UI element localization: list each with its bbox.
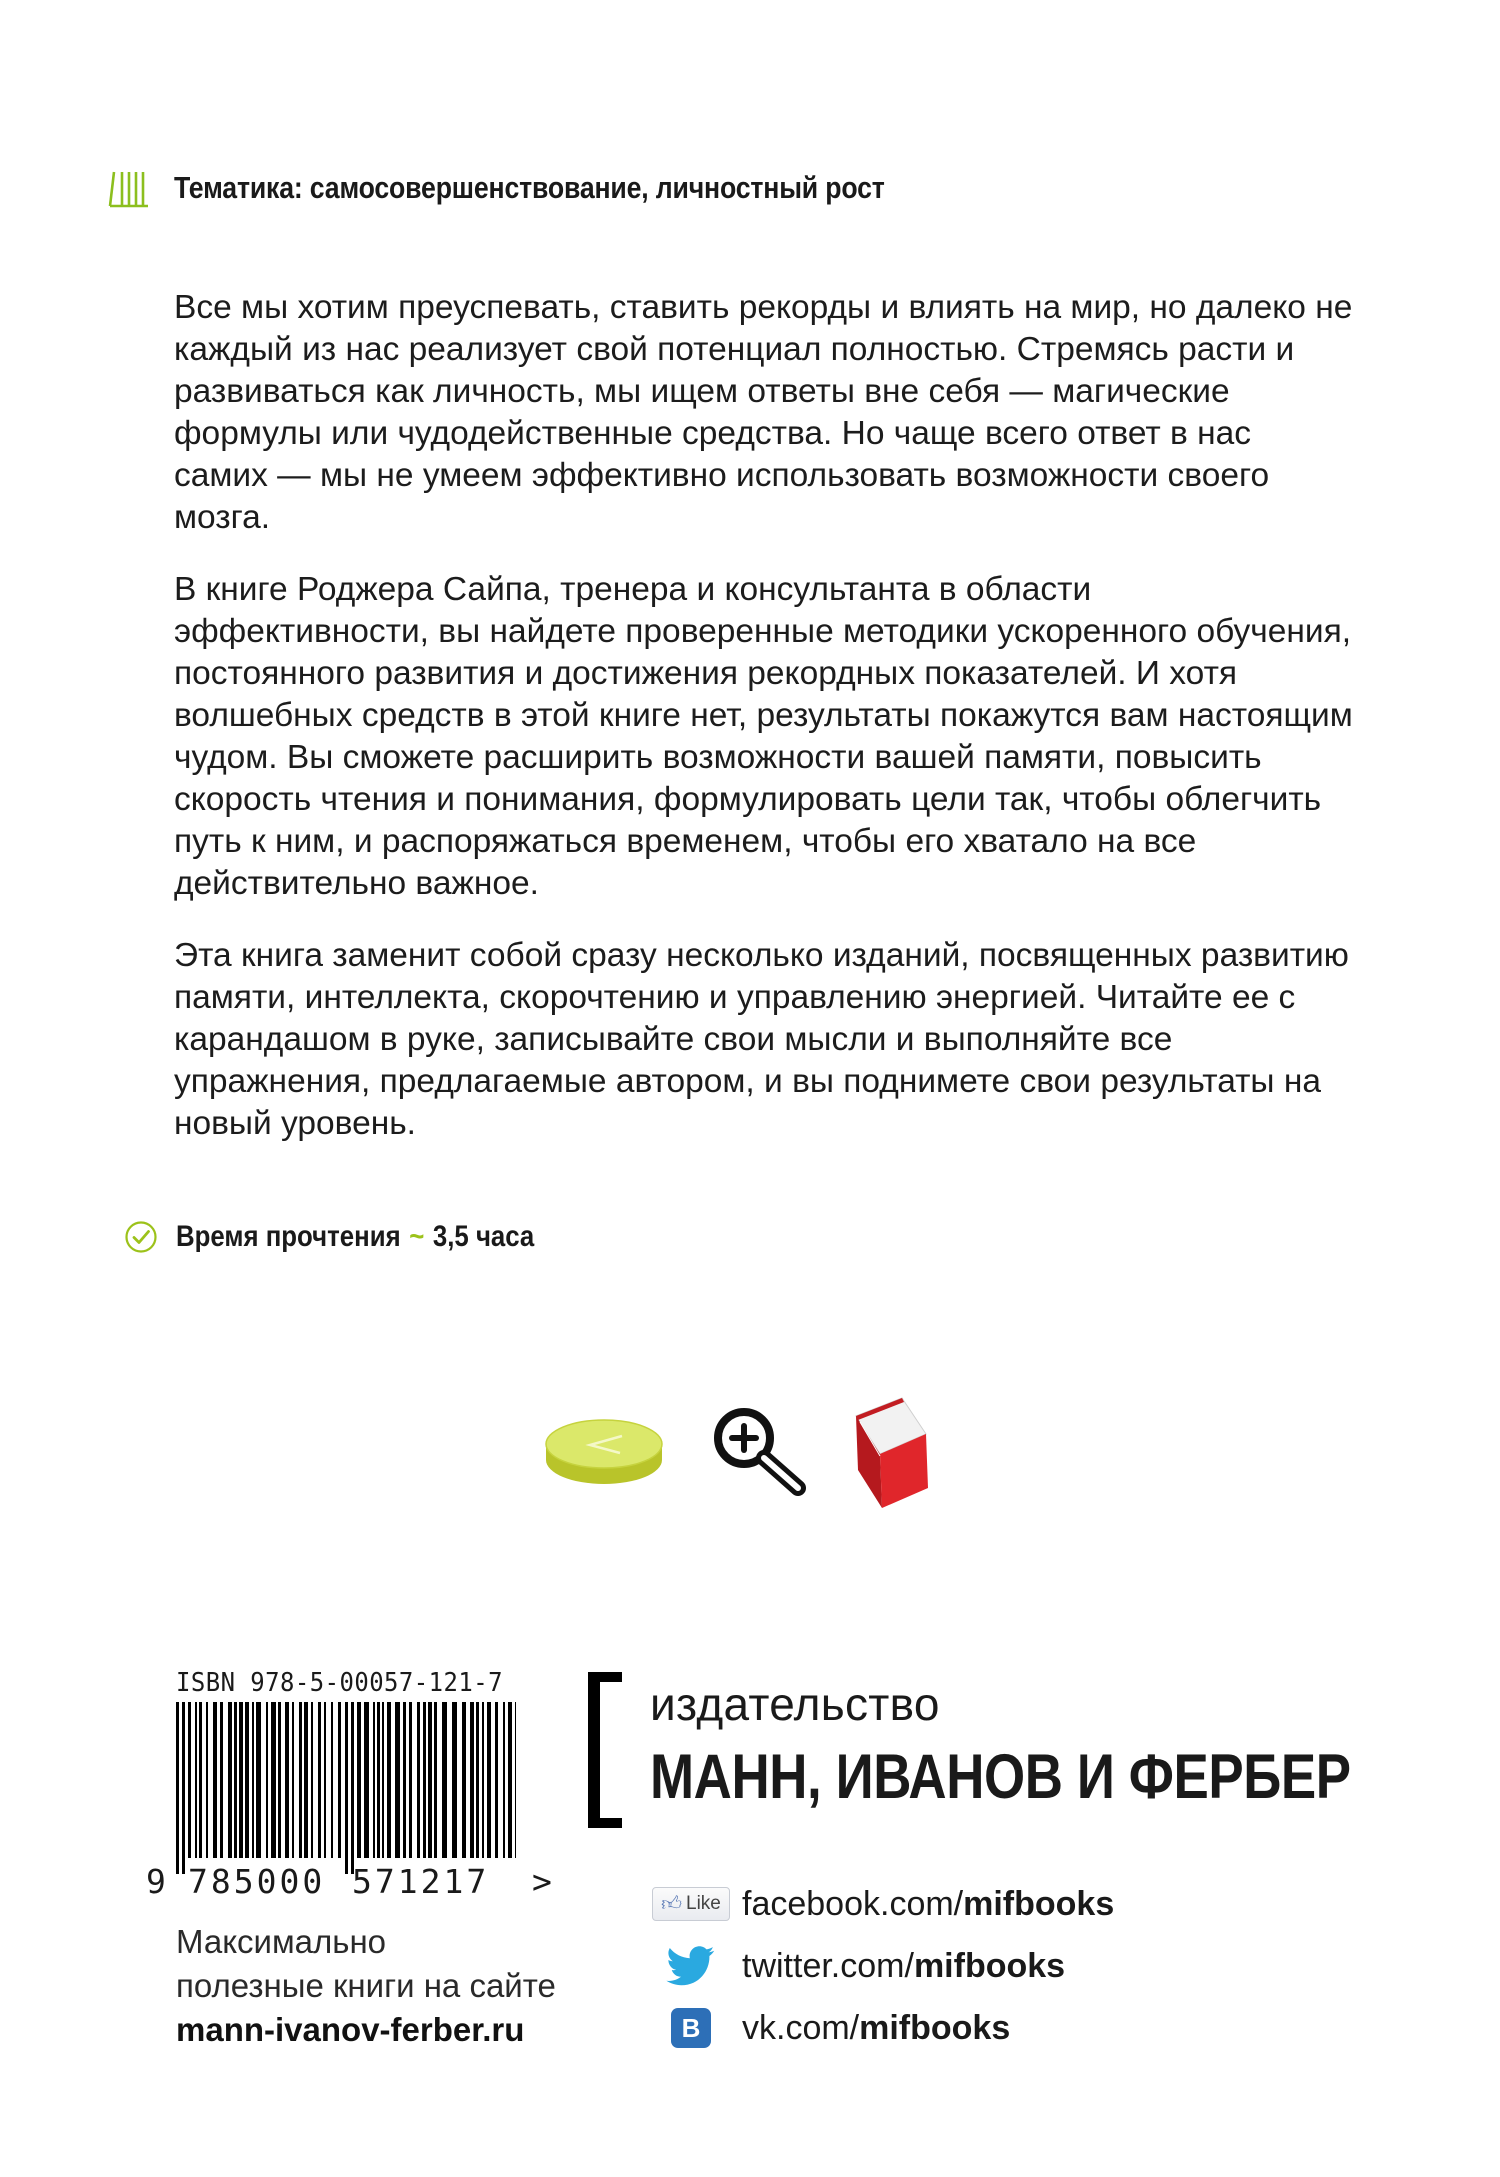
barcode-bar xyxy=(252,1702,254,1858)
barcode-bar xyxy=(351,1702,354,1874)
barcode-bar xyxy=(220,1702,223,1858)
barcode-bar xyxy=(234,1702,237,1858)
social-vk[interactable] xyxy=(652,2006,1010,2050)
paragraph-3: Эта книга заменит собой сразу несколько изданий, посвященных развитию памяти, интеллекта, скорочтению и управлению энергией. Читайте ее с карандашом в руке, записывайте свои мысли и выполняйте все упражнения, предлагаемые автором, и вы поднимете свои результаты на новый уровень. xyxy=(174,937,1349,1142)
barcode-bar xyxy=(452,1702,457,1858)
barcode-bar xyxy=(395,1702,400,1858)
barcode-bar xyxy=(434,1702,437,1858)
twitter-bird-icon xyxy=(666,1946,716,1986)
barcode-bar xyxy=(382,1702,384,1858)
isbn-text: ISBN 978-5-00057-121-7 xyxy=(176,1668,503,1698)
barcode-bar xyxy=(228,1702,232,1858)
publisher-caption: издательство xyxy=(650,1678,940,1730)
barcode-bar xyxy=(188,1702,191,1858)
barcode-bar xyxy=(515,1702,516,1858)
barcode-bar xyxy=(245,1702,249,1858)
barcode-bar xyxy=(495,1702,498,1858)
barcode-bar xyxy=(345,1702,348,1874)
barcode-group-1: 785000 xyxy=(188,1862,326,1901)
reading-time-label: Время прочтения xyxy=(176,1220,401,1253)
magnifier-icon xyxy=(708,1404,808,1500)
barcode-bar xyxy=(266,1702,268,1858)
reading-time-value: 3,5 часа xyxy=(432,1220,535,1253)
barcode-bar xyxy=(182,1702,185,1874)
book-icon xyxy=(842,1394,938,1512)
barcode-bar xyxy=(271,1702,276,1858)
barcode-bar xyxy=(324,1702,326,1858)
barcode-bar xyxy=(508,1702,512,1858)
barcode-bar xyxy=(357,1702,361,1858)
barcode-bar xyxy=(304,1702,308,1858)
barcode-bar xyxy=(364,1702,369,1858)
publisher-name: МАНН, ИВАНОВ И ФЕРБЕР xyxy=(650,1742,1351,1812)
twitter-handle: mifbooks xyxy=(913,1946,1066,1985)
facebook-prefix: facebook.com/ xyxy=(742,1884,964,1923)
barcode-bar xyxy=(503,1702,505,1858)
barcode-bar xyxy=(292,1702,294,1858)
barcode-lead-digit: 9 xyxy=(146,1862,166,1901)
site-url[interactable]: mann-ivanov-ferber.ru xyxy=(176,2011,525,2048)
barcode-bar xyxy=(403,1702,406,1858)
barcode-bar xyxy=(470,1702,474,1858)
clock-icon xyxy=(540,1410,670,1490)
books-icon xyxy=(108,168,150,208)
barcode-arrow: > xyxy=(532,1862,552,1901)
barcode-bar xyxy=(318,1702,321,1858)
vk-handle: mifbooks xyxy=(859,2008,1011,2047)
reading-time xyxy=(124,1218,593,1256)
barcode-digits xyxy=(146,1862,552,1901)
barcode-bar xyxy=(213,1702,217,1858)
barcode-bar xyxy=(423,1702,426,1858)
barcode-bar xyxy=(428,1702,432,1858)
check-circle-icon xyxy=(124,1220,158,1254)
barcode xyxy=(176,1702,516,1874)
paragraph-2: В книге Роджера Сайпа, тренера и консультанта в области эффективности, вы найдете проверенные методики ускоренного обучения, постоянного развития и достижения рекордных показателей. И хотя волшебных средств в этой книге нет, результаты покажутся вам настоящим чудом. Вы сможете расширить возможности вашей памяти, повысить скорость чтения и понимания, формулировать цели так, чтобы облегчить путь к ним, и распоряжаться временем, чтобы его хватало на все действительно важное. xyxy=(174,571,1353,902)
twitter-prefix: twitter.com/ xyxy=(742,1946,914,1985)
barcode-bar xyxy=(476,1702,479,1858)
barcode-bar xyxy=(442,1702,447,1858)
paragraph-1: Все мы хотим преуспевать, ставить рекорды и влиять на мир, но далеко не каждый из нас реализует свой потенциал полностью. Стремясь расти и развиваться как личность, мы ищем ответы вне себя — магические формулы или чудодейственные средства. Но чаще всего ответ в нас самих — мы не умеем эффективно использовать возможности своего мозга. xyxy=(174,289,1353,536)
barcode-bar xyxy=(199,1702,202,1858)
vk-icon: B xyxy=(671,2008,711,2048)
barcode-bar xyxy=(487,1702,491,1858)
site-info xyxy=(176,1920,556,2052)
facebook-like-button[interactable] xyxy=(652,1887,730,1921)
description xyxy=(174,287,1354,1175)
barcode-bar xyxy=(311,1702,313,1858)
facebook-handle: mifbooks xyxy=(963,1884,1115,1923)
barcode-bar xyxy=(239,1702,243,1858)
barcode-bar xyxy=(256,1702,261,1858)
barcode-bar xyxy=(417,1702,420,1858)
barcode-group-2: 571217 xyxy=(352,1862,490,1901)
thumbs-up-icon: 👍︎ xyxy=(661,1893,683,1915)
barcode-bar xyxy=(285,1702,289,1858)
barcode-bar xyxy=(462,1702,466,1858)
reading-time-tilde: ~ xyxy=(409,1220,425,1253)
barcode-bar xyxy=(206,1702,208,1858)
site-line-2: полезные книги на сайте xyxy=(176,1967,556,2004)
barcode-bar xyxy=(338,1702,341,1858)
publisher-bracket xyxy=(588,1672,624,1828)
barcode-bar xyxy=(195,1702,197,1858)
vk-prefix: vk.com/ xyxy=(742,2008,860,2047)
topic-label: Тематика: самосовершенствование, личностный рост xyxy=(174,170,885,205)
barcode-bar xyxy=(482,1702,484,1858)
like-label: Like xyxy=(686,1893,721,1914)
barcode-bar xyxy=(377,1702,380,1858)
topic-line xyxy=(108,168,1000,208)
social-twitter[interactable] xyxy=(652,1944,1065,1988)
barcode-bar xyxy=(409,1702,412,1858)
barcode-bar xyxy=(176,1702,179,1874)
barcode-bar xyxy=(373,1702,375,1858)
social-facebook[interactable] xyxy=(652,1882,1114,1926)
site-line-1: Максимально xyxy=(176,1923,387,1960)
barcode-bar xyxy=(299,1702,302,1858)
barcode-bar xyxy=(387,1702,391,1858)
barcode-bar xyxy=(278,1702,281,1858)
barcode-bar xyxy=(331,1702,333,1858)
